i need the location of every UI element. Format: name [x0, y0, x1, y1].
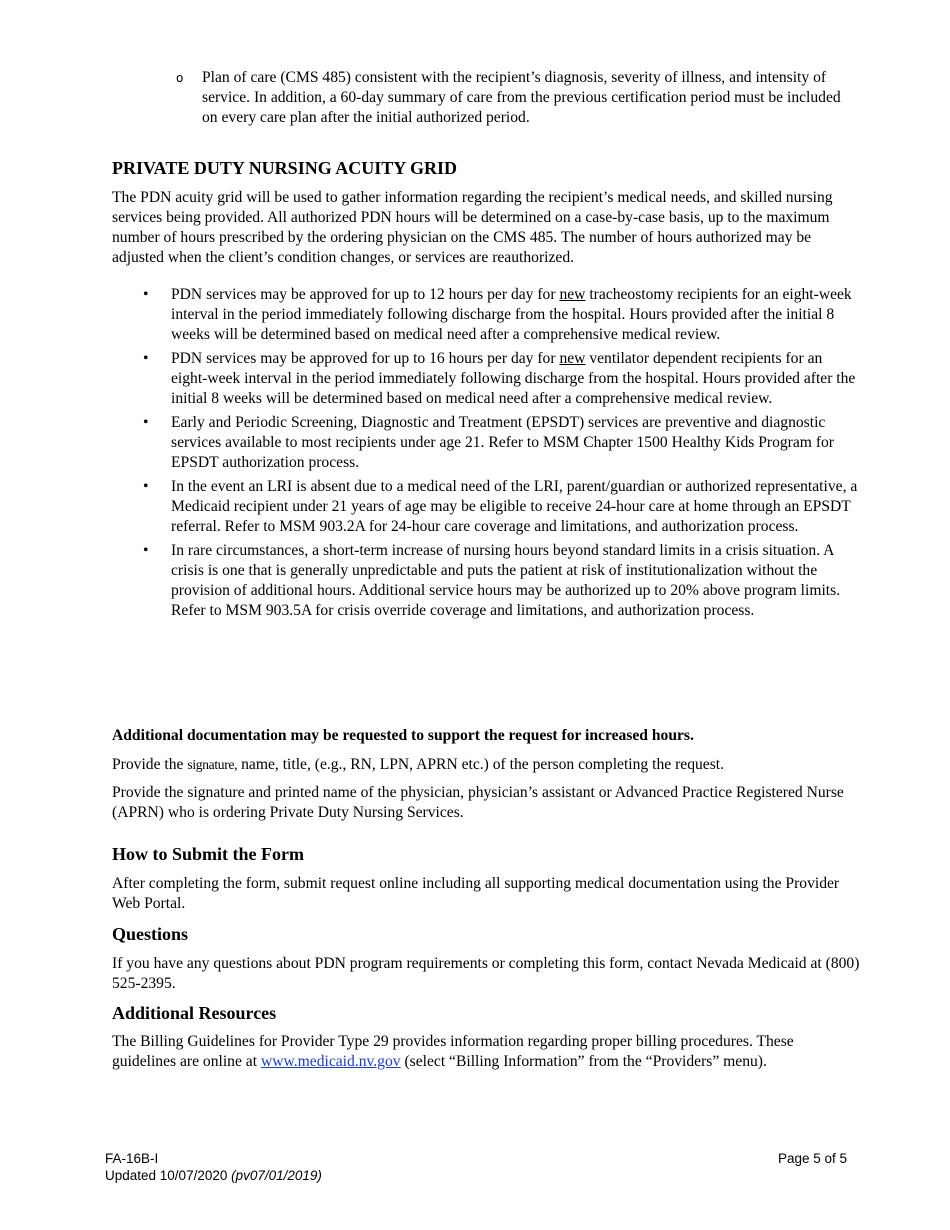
- list-item: [112, 413, 860, 473]
- resources-heading: Additional Resources: [112, 1003, 277, 1023]
- bullet-text: ventilator dependent recipients for an eight-week interval in the period immediately following discharge from the hospital. Hours provided after the initial 8 weeks will be determined based on medical need after a comprehensive medical review.: [171, 350, 856, 407]
- bullet-text: Early and Periodic Screening, Diagnostic and Treatment (EPSDT) services are preventive and diagnostic services available to most recipients under age 21. Refer to MSM Chapter 1500 Healthy Kids Program for EPSDT authorization process.: [171, 414, 835, 471]
- provide-requester-info: [112, 755, 860, 775]
- previous-version: (pv07/01/2019): [231, 1168, 322, 1183]
- acuity-bullet-list: [112, 285, 860, 625]
- bullet-icon: •: [143, 478, 149, 495]
- underlined-new: new: [559, 350, 586, 367]
- circle-bullet-icon: o: [176, 71, 184, 85]
- questions-heading: Questions: [112, 924, 189, 944]
- form-id: FA-16B-I: [105, 1151, 159, 1166]
- page-number: Page 5 of 5: [777, 1151, 847, 1166]
- resources-text-start: The Billing Guidelines for Provider Type 29 provides information regarding proper billing procedures. These guidelines are online at: [112, 1033, 794, 1070]
- underlined-new: new: [559, 286, 586, 303]
- bullet-text: In the event an LRI is absent due to a medical need of the LRI, parent/guardian or authorized representative, a Medicaid recipient under 21 years of age may be eligible to receive 24-hour care at home through an EPSDT referral. Refer to MSM 903.2A for 24-hour care coverage and limitations, and authorization process.: [171, 478, 858, 535]
- resources-text: [112, 1032, 860, 1072]
- list-item: [112, 541, 860, 621]
- plan-of-care-text: Plan of care (CMS 485) consistent with the recipient’s diagnosis, severity of illness, and intensity of service. In addition, a 60-day summary of care from the previous certification period must be included on every care plan after the initial authorized period.: [202, 69, 841, 126]
- medicaid-website-link[interactable]: www.medicaid.nv.gov: [260, 1053, 401, 1070]
- bullet-text: In rare circumstances, a short-term increase of nursing hours beyond standard limits in a crisis situation. A crisis is one that is generally unpredictable and puts the patient at risk of institutionalization without the provision of additional hours. Additional service hours may be authorized up to 20% above program limits. Refer to MSM 903.5A for crisis override coverage and limitations, and authorization process.: [171, 542, 841, 619]
- acuity-grid-heading: PRIVATE DUTY NURSING ACUITY GRID: [112, 158, 458, 178]
- provide-text-start: Provide the: [112, 756, 188, 773]
- list-item: [112, 477, 860, 537]
- bullet-text: PDN services may be approved for up to 16 hours per day for: [171, 350, 560, 367]
- list-item: [112, 349, 860, 409]
- plan-of-care-item: [176, 68, 852, 128]
- bullet-icon: •: [143, 414, 149, 431]
- bullet-text: tracheostomy recipients for an eight-week interval in the period immediately following discharge from the hospital. Hours provided after the initial 8 weeks will be determined based on medical need after a comprehensive medical review.: [171, 286, 852, 343]
- updated-date: [105, 1167, 847, 1184]
- provide-text-signature: signature,: [187, 757, 238, 772]
- submit-heading: How to Submit the Form: [112, 844, 304, 864]
- page-footer: [105, 1150, 847, 1184]
- bullet-icon: •: [143, 350, 149, 367]
- documentation-note: Additional documentation may be requested to support the request for increased hours.: [112, 727, 694, 744]
- provide-text-end: name, title, (e.g., RN, LPN, APRN etc.) of the person completing the request.: [237, 756, 725, 773]
- questions-text: If you have any questions about PDN program requirements or completing this form, contact Nevada Medicaid at (800) 525-2395.: [112, 955, 860, 992]
- bullet-icon: •: [143, 286, 149, 303]
- bullet-text: PDN services may be approved for up to 12 hours per day for: [171, 286, 560, 303]
- resources-text-end: (select “Billing Information” from the “Providers” menu).: [400, 1053, 767, 1070]
- acuity-grid-intro: The PDN acuity grid will be used to gather information regarding the recipient’s medical needs, and skilled nursing services being provided. All authorized PDN hours will be determined on a case-by-case basis, up to the maximum number of hours prescribed by the ordering physician on the CMS 485. The number of hours authorized may be adjusted when the client’s condition changes, or services are reauthorized.: [112, 189, 833, 266]
- provide-physician-info: Provide the signature and printed name of the physician, physician’s assistant or Advanced Practice Registered Nurse (APRN) who is ordering Private Duty Nursing Services.: [112, 784, 844, 821]
- bullet-icon: •: [143, 542, 149, 559]
- list-item: [112, 285, 860, 345]
- updated-text: Updated 10/07/2020: [105, 1168, 232, 1183]
- submit-text: After completing the form, submit request online including all supporting medical documentation using the Provider Web Portal.: [112, 875, 840, 912]
